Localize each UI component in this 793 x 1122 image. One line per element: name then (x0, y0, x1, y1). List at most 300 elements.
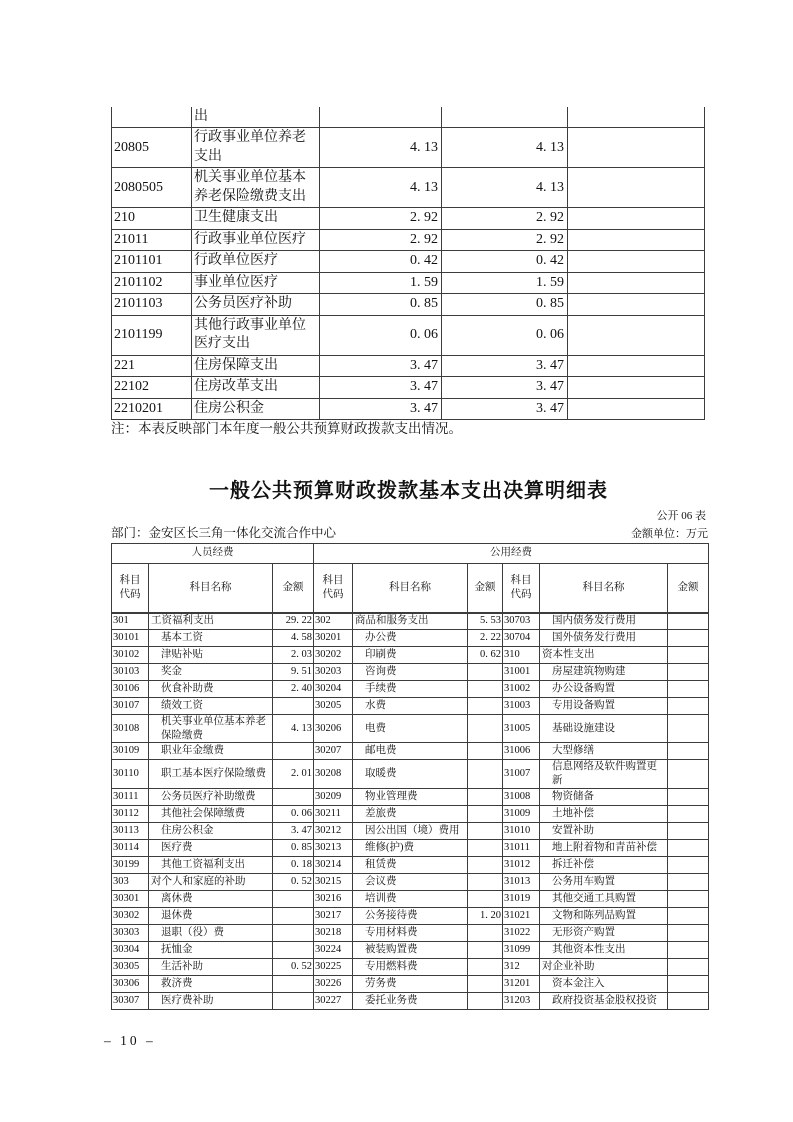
amount-cell: 3. 47 (442, 355, 568, 376)
page-title: 一般公共预算财政拨款基本支出决算明细表 (209, 480, 608, 502)
name-cell: 被装购置费 (353, 941, 468, 958)
page-number: – 10 – (104, 1033, 156, 1048)
name-cell: 机关事业单位基本养老保险缴费支出 (192, 168, 320, 208)
name-cell: 咨询费 (353, 664, 468, 681)
code-cell: 31013 (503, 873, 540, 890)
code-cell: 31002 (503, 681, 540, 698)
name-cell: 卫生健康支出 (192, 208, 320, 229)
empty-cell (568, 398, 705, 419)
amount-cell (468, 873, 503, 890)
amount-cell (668, 788, 709, 805)
code-cell: 31011 (503, 839, 540, 856)
amount-cell: 5. 53 (468, 613, 503, 630)
table-row (112, 251, 705, 272)
amount-cell: 1. 20 (468, 907, 503, 924)
name-cell: 公务用车购置 (540, 873, 668, 890)
table-row (112, 355, 705, 376)
empty-cell (568, 128, 705, 168)
amount-cell (668, 890, 709, 907)
code-cell: 31003 (503, 698, 540, 715)
code-cell: 30703 (503, 613, 540, 630)
table-index-label: 公开 06 表 (656, 510, 706, 522)
code-cell: 30211 (314, 805, 353, 822)
amount-cell (468, 839, 503, 856)
code-cell: 30199 (112, 856, 149, 873)
amount-cell (273, 941, 314, 958)
amount-cell (273, 924, 314, 941)
amount-cell (668, 873, 709, 890)
name-cell: 机关事业单位基本养老保险缴费 (149, 715, 273, 743)
amount-cell: 0. 18 (273, 856, 314, 873)
name-cell: 奖金 (149, 664, 273, 681)
amount-cell: 3. 47 (320, 355, 442, 376)
code-cell: 210 (112, 208, 192, 229)
column-header-cell: 金额 (273, 564, 314, 613)
code-cell: 30302 (112, 907, 149, 924)
column-header-cell: 科目名称 (353, 564, 468, 613)
code-cell: 31019 (503, 890, 540, 907)
name-cell: 土地补偿 (540, 805, 668, 822)
column-header-cell: 科目名称 (540, 564, 668, 613)
amount-cell (468, 788, 503, 805)
name-cell: 商品和服务支出 (353, 613, 468, 630)
code-cell: 30218 (314, 924, 353, 941)
code-cell: 31009 (503, 805, 540, 822)
name-cell: 委托业务费 (353, 992, 468, 1009)
name-cell: 资本性支出 (540, 647, 668, 664)
name-cell: 因公出国（境）费用 (353, 822, 468, 839)
table-row (112, 992, 709, 1009)
table-row (112, 907, 709, 924)
amount-cell: 0. 85 (320, 294, 442, 315)
amount-cell: 0. 85 (442, 294, 568, 315)
name-cell: 住房公积金 (149, 822, 273, 839)
name-cell: 行政事业单位养老支出 (192, 128, 320, 168)
column-header-row (112, 564, 709, 613)
code-cell: 30304 (112, 941, 149, 958)
name-cell: 培训费 (353, 890, 468, 907)
amount-cell: 0. 52 (273, 873, 314, 890)
name-cell: 办公设备购置 (540, 681, 668, 698)
amount-cell: 2. 01 (273, 760, 314, 788)
amount-cell: 3. 47 (273, 822, 314, 839)
amount-cell (668, 992, 709, 1009)
name-cell: 医疗费 (149, 839, 273, 856)
name-cell: 公务员医疗补助 (192, 294, 320, 315)
amount-cell: 3. 47 (320, 377, 442, 398)
code-cell: 30227 (314, 992, 353, 1009)
table-meta-row (111, 523, 708, 541)
code-cell: 30103 (112, 664, 149, 681)
code-cell: 31201 (503, 975, 540, 992)
amount-cell (468, 743, 503, 760)
table-row (112, 958, 709, 975)
code-cell (112, 107, 192, 128)
amount-cell: 2. 92 (320, 208, 442, 229)
budget-expenditure-table-body (112, 107, 705, 420)
table-row (112, 647, 709, 664)
code-cell: 30306 (112, 975, 149, 992)
table-row (112, 924, 709, 941)
code-cell: 22102 (112, 377, 192, 398)
department-label: 部门：金安区长三角一体化交流合作中心 (111, 526, 337, 540)
name-cell: 电费 (353, 715, 468, 743)
name-cell: 离休费 (149, 890, 273, 907)
name-cell: 资本金注入 (540, 975, 668, 992)
name-cell: 拆迁补偿 (540, 856, 668, 873)
amount-cell (468, 958, 503, 975)
code-cell: 30216 (314, 890, 353, 907)
code-cell: 2210201 (112, 398, 192, 419)
table-row (112, 975, 709, 992)
column-header-cell: 科目代码 (503, 564, 540, 613)
name-cell: 职工基本医疗保险缴费 (149, 760, 273, 788)
amount-cell (668, 924, 709, 941)
amount-cell: 4. 13 (442, 128, 568, 168)
amount-cell (468, 822, 503, 839)
code-cell: 302 (314, 613, 353, 630)
name-cell: 大型修缮 (540, 743, 668, 760)
code-cell: 30110 (112, 760, 149, 788)
amount-cell: 3. 47 (320, 398, 442, 419)
amount-cell: 1. 59 (320, 272, 442, 293)
detail-table-header (112, 544, 709, 613)
amount-cell (468, 760, 503, 788)
amount-cell (668, 698, 709, 715)
table-row (112, 788, 709, 805)
code-cell: 30214 (314, 856, 353, 873)
name-cell: 会议费 (353, 873, 468, 890)
amount-cell (273, 975, 314, 992)
name-cell: 专用设备购置 (540, 698, 668, 715)
name-cell: 物资储备 (540, 788, 668, 805)
group-header-cell: 人员经费 (112, 544, 314, 564)
table-row (112, 128, 705, 168)
amount-cell: 0. 06 (273, 805, 314, 822)
budget-expenditure-table (111, 107, 705, 420)
name-cell: 其他资本性支出 (540, 941, 668, 958)
code-cell: 301 (112, 613, 149, 630)
amount-cell (668, 805, 709, 822)
code-cell: 30217 (314, 907, 353, 924)
code-cell: 30307 (112, 992, 149, 1009)
amount-cell (668, 839, 709, 856)
table-row (112, 168, 705, 208)
amount-cell (668, 907, 709, 924)
code-cell: 30301 (112, 890, 149, 907)
code-cell: 31012 (503, 856, 540, 873)
name-cell: 基本工资 (149, 630, 273, 647)
name-cell: 办公费 (353, 630, 468, 647)
group-header-row (112, 544, 709, 564)
code-cell: 30213 (314, 839, 353, 856)
empty-cell (568, 377, 705, 398)
name-cell: 信息网络及软件购置更新 (540, 760, 668, 788)
amount-cell: 2. 92 (442, 208, 568, 229)
amount-cell (468, 975, 503, 992)
amount-cell: 0. 62 (468, 647, 503, 664)
name-cell: 对个人和家庭的补助 (149, 873, 273, 890)
name-cell: 其他交通工具购置 (540, 890, 668, 907)
code-cell: 312 (503, 958, 540, 975)
code-cell: 30107 (112, 698, 149, 715)
table-row (112, 822, 709, 839)
amount-cell (668, 630, 709, 647)
code-cell: 30305 (112, 958, 149, 975)
name-cell: 住房公积金 (192, 398, 320, 419)
name-cell: 住房改革支出 (192, 377, 320, 398)
amount-cell (273, 890, 314, 907)
name-cell: 国内债务发行费用 (540, 613, 668, 630)
name-cell: 专用燃料费 (353, 958, 468, 975)
code-cell: 2101199 (112, 315, 192, 355)
amount-cell: 0. 06 (320, 315, 442, 355)
name-cell: 住房保障支出 (192, 355, 320, 376)
name-cell: 其他社会保障缴费 (149, 805, 273, 822)
code-cell: 310 (503, 647, 540, 664)
empty-cell (568, 355, 705, 376)
amount-cell (273, 743, 314, 760)
column-header-cell: 科目代码 (314, 564, 353, 613)
name-cell: 物业管理费 (353, 788, 468, 805)
empty-cell (568, 272, 705, 293)
name-cell: 职业年金缴费 (149, 743, 273, 760)
amount-cell: 4. 13 (320, 128, 442, 168)
column-header-cell: 金额 (468, 564, 503, 613)
table-row (112, 681, 709, 698)
amount-unit-label: 金额单位：万元 (631, 528, 708, 540)
column-header-cell: 金额 (668, 564, 709, 613)
code-cell: 30206 (314, 715, 353, 743)
amount-cell: 2. 92 (320, 229, 442, 250)
code-cell: 30202 (314, 647, 353, 664)
name-cell: 专用材料费 (353, 924, 468, 941)
code-cell: 31099 (503, 941, 540, 958)
amount-cell: 4. 13 (320, 168, 442, 208)
amount-cell: 2. 40 (273, 681, 314, 698)
name-cell: 安置补助 (540, 822, 668, 839)
name-cell: 文物和陈列品购置 (540, 907, 668, 924)
code-cell: 30225 (314, 958, 353, 975)
code-cell: 303 (112, 873, 149, 890)
amount-cell (273, 698, 314, 715)
amount-cell: 3. 47 (442, 377, 568, 398)
empty-cell (568, 229, 705, 250)
code-cell: 30113 (112, 822, 149, 839)
name-cell: 工资福利支出 (149, 613, 273, 630)
amount-cell (468, 805, 503, 822)
detail-table-body (112, 613, 709, 1010)
amount-cell (668, 975, 709, 992)
amount-cell (468, 924, 503, 941)
name-cell: 绩效工资 (149, 698, 273, 715)
name-cell: 其他行政事业单位医疗支出 (192, 315, 320, 355)
amount-cell: 1. 59 (442, 272, 568, 293)
table-row (112, 613, 709, 630)
code-cell: 30102 (112, 647, 149, 664)
code-cell: 31008 (503, 788, 540, 805)
code-cell: 2080505 (112, 168, 192, 208)
table-row (112, 743, 709, 760)
code-cell: 31001 (503, 664, 540, 681)
name-cell: 事业单位医疗 (192, 272, 320, 293)
table-row (112, 760, 709, 788)
name-cell: 退休费 (149, 907, 273, 924)
code-cell: 30108 (112, 715, 149, 743)
name-cell: 取暖费 (353, 760, 468, 788)
table-row (112, 229, 705, 250)
code-cell: 30215 (314, 873, 353, 890)
name-cell: 手续费 (353, 681, 468, 698)
amount-cell (668, 856, 709, 873)
code-cell: 30203 (314, 664, 353, 681)
amount-cell: 4. 13 (273, 715, 314, 743)
code-cell: 2101101 (112, 251, 192, 272)
empty-cell (568, 251, 705, 272)
code-cell: 30207 (314, 743, 353, 760)
code-cell: 2101102 (112, 272, 192, 293)
code-cell: 30226 (314, 975, 353, 992)
table-row (112, 941, 709, 958)
amount-cell: 0. 42 (320, 251, 442, 272)
code-cell: 30201 (314, 630, 353, 647)
table-row (112, 856, 709, 873)
code-cell: 30114 (112, 839, 149, 856)
amount-cell: 0. 85 (273, 839, 314, 856)
table-row (112, 377, 705, 398)
name-cell: 退职（役）费 (149, 924, 273, 941)
name-cell: 水费 (353, 698, 468, 715)
code-cell: 20805 (112, 128, 192, 168)
amount-cell (668, 941, 709, 958)
amount-cell (668, 743, 709, 760)
amount-cell (668, 681, 709, 698)
amount-cell (468, 664, 503, 681)
code-cell: 31010 (503, 822, 540, 839)
code-cell: 30209 (314, 788, 353, 805)
table-row (112, 208, 705, 229)
amount-cell (320, 107, 442, 128)
amount-cell (273, 788, 314, 805)
amount-cell (468, 992, 503, 1009)
amount-cell (442, 107, 568, 128)
table-row (112, 715, 709, 743)
amount-cell: 29. 22 (273, 613, 314, 630)
amount-cell: 4. 58 (273, 630, 314, 647)
table-row (112, 839, 709, 856)
code-cell: 30208 (314, 760, 353, 788)
code-cell: 30303 (112, 924, 149, 941)
code-cell: 30111 (112, 788, 149, 805)
amount-cell (468, 681, 503, 698)
code-cell: 31203 (503, 992, 540, 1009)
name-cell: 政府投资基金股权投资 (540, 992, 668, 1009)
code-cell: 31007 (503, 760, 540, 788)
table-row (112, 272, 705, 293)
amount-cell (668, 664, 709, 681)
amount-cell (468, 698, 503, 715)
name-cell: 行政单位医疗 (192, 251, 320, 272)
amount-cell: 4. 13 (442, 168, 568, 208)
name-cell: 邮电费 (353, 743, 468, 760)
empty-cell (568, 294, 705, 315)
name-cell: 津贴补贴 (149, 647, 273, 664)
table-row (112, 294, 705, 315)
amount-cell (468, 890, 503, 907)
name-cell: 救济费 (149, 975, 273, 992)
code-cell: 30212 (314, 822, 353, 839)
table-row (112, 698, 709, 715)
amount-cell (468, 941, 503, 958)
amount-cell (273, 992, 314, 1009)
table-row (112, 315, 705, 355)
code-cell: 31022 (503, 924, 540, 941)
name-cell: 伙食补助费 (149, 681, 273, 698)
code-cell: 30112 (112, 805, 149, 822)
name-cell: 行政事业单位医疗 (192, 229, 320, 250)
empty-cell (568, 168, 705, 208)
table-row (112, 890, 709, 907)
name-cell: 国外债务发行费用 (540, 630, 668, 647)
name-cell: 对企业补助 (540, 958, 668, 975)
code-cell: 30106 (112, 681, 149, 698)
amount-cell: 0. 52 (273, 958, 314, 975)
name-cell: 无形资产购置 (540, 924, 668, 941)
code-cell: 30205 (314, 698, 353, 715)
amount-cell: 2. 92 (442, 229, 568, 250)
code-cell: 31006 (503, 743, 540, 760)
code-cell: 31005 (503, 715, 540, 743)
amount-cell: 0. 06 (442, 315, 568, 355)
name-cell: 出 (192, 107, 320, 128)
name-cell: 公务员医疗补助缴费 (149, 788, 273, 805)
table-row (112, 107, 705, 128)
column-header-cell: 科目名称 (149, 564, 273, 613)
name-cell: 差旅费 (353, 805, 468, 822)
code-cell: 21011 (112, 229, 192, 250)
code-cell: 30704 (503, 630, 540, 647)
name-cell: 地上附着物和青苗补偿 (540, 839, 668, 856)
name-cell: 公务接待费 (353, 907, 468, 924)
name-cell: 基础设施建设 (540, 715, 668, 743)
amount-cell (468, 715, 503, 743)
code-cell: 221 (112, 355, 192, 376)
table-row (112, 630, 709, 647)
group-header-cell: 公用经费 (314, 544, 709, 564)
code-cell: 2101103 (112, 294, 192, 315)
code-cell: 30101 (112, 630, 149, 647)
name-cell: 劳务费 (353, 975, 468, 992)
name-cell: 抚恤金 (149, 941, 273, 958)
code-cell: 31021 (503, 907, 540, 924)
amount-cell: 0. 42 (442, 251, 568, 272)
amount-cell: 9. 51 (273, 664, 314, 681)
amount-cell (468, 856, 503, 873)
empty-cell (568, 208, 705, 229)
amount-cell (668, 822, 709, 839)
amount-cell (668, 647, 709, 664)
amount-cell (273, 907, 314, 924)
name-cell: 生活补助 (149, 958, 273, 975)
name-cell: 房屋建筑物购建 (540, 664, 668, 681)
code-cell: 30109 (112, 743, 149, 760)
amount-cell (668, 958, 709, 975)
amount-cell (668, 613, 709, 630)
amount-cell: 2. 22 (468, 630, 503, 647)
table-row (112, 873, 709, 890)
empty-cell (568, 107, 705, 128)
code-cell: 30204 (314, 681, 353, 698)
